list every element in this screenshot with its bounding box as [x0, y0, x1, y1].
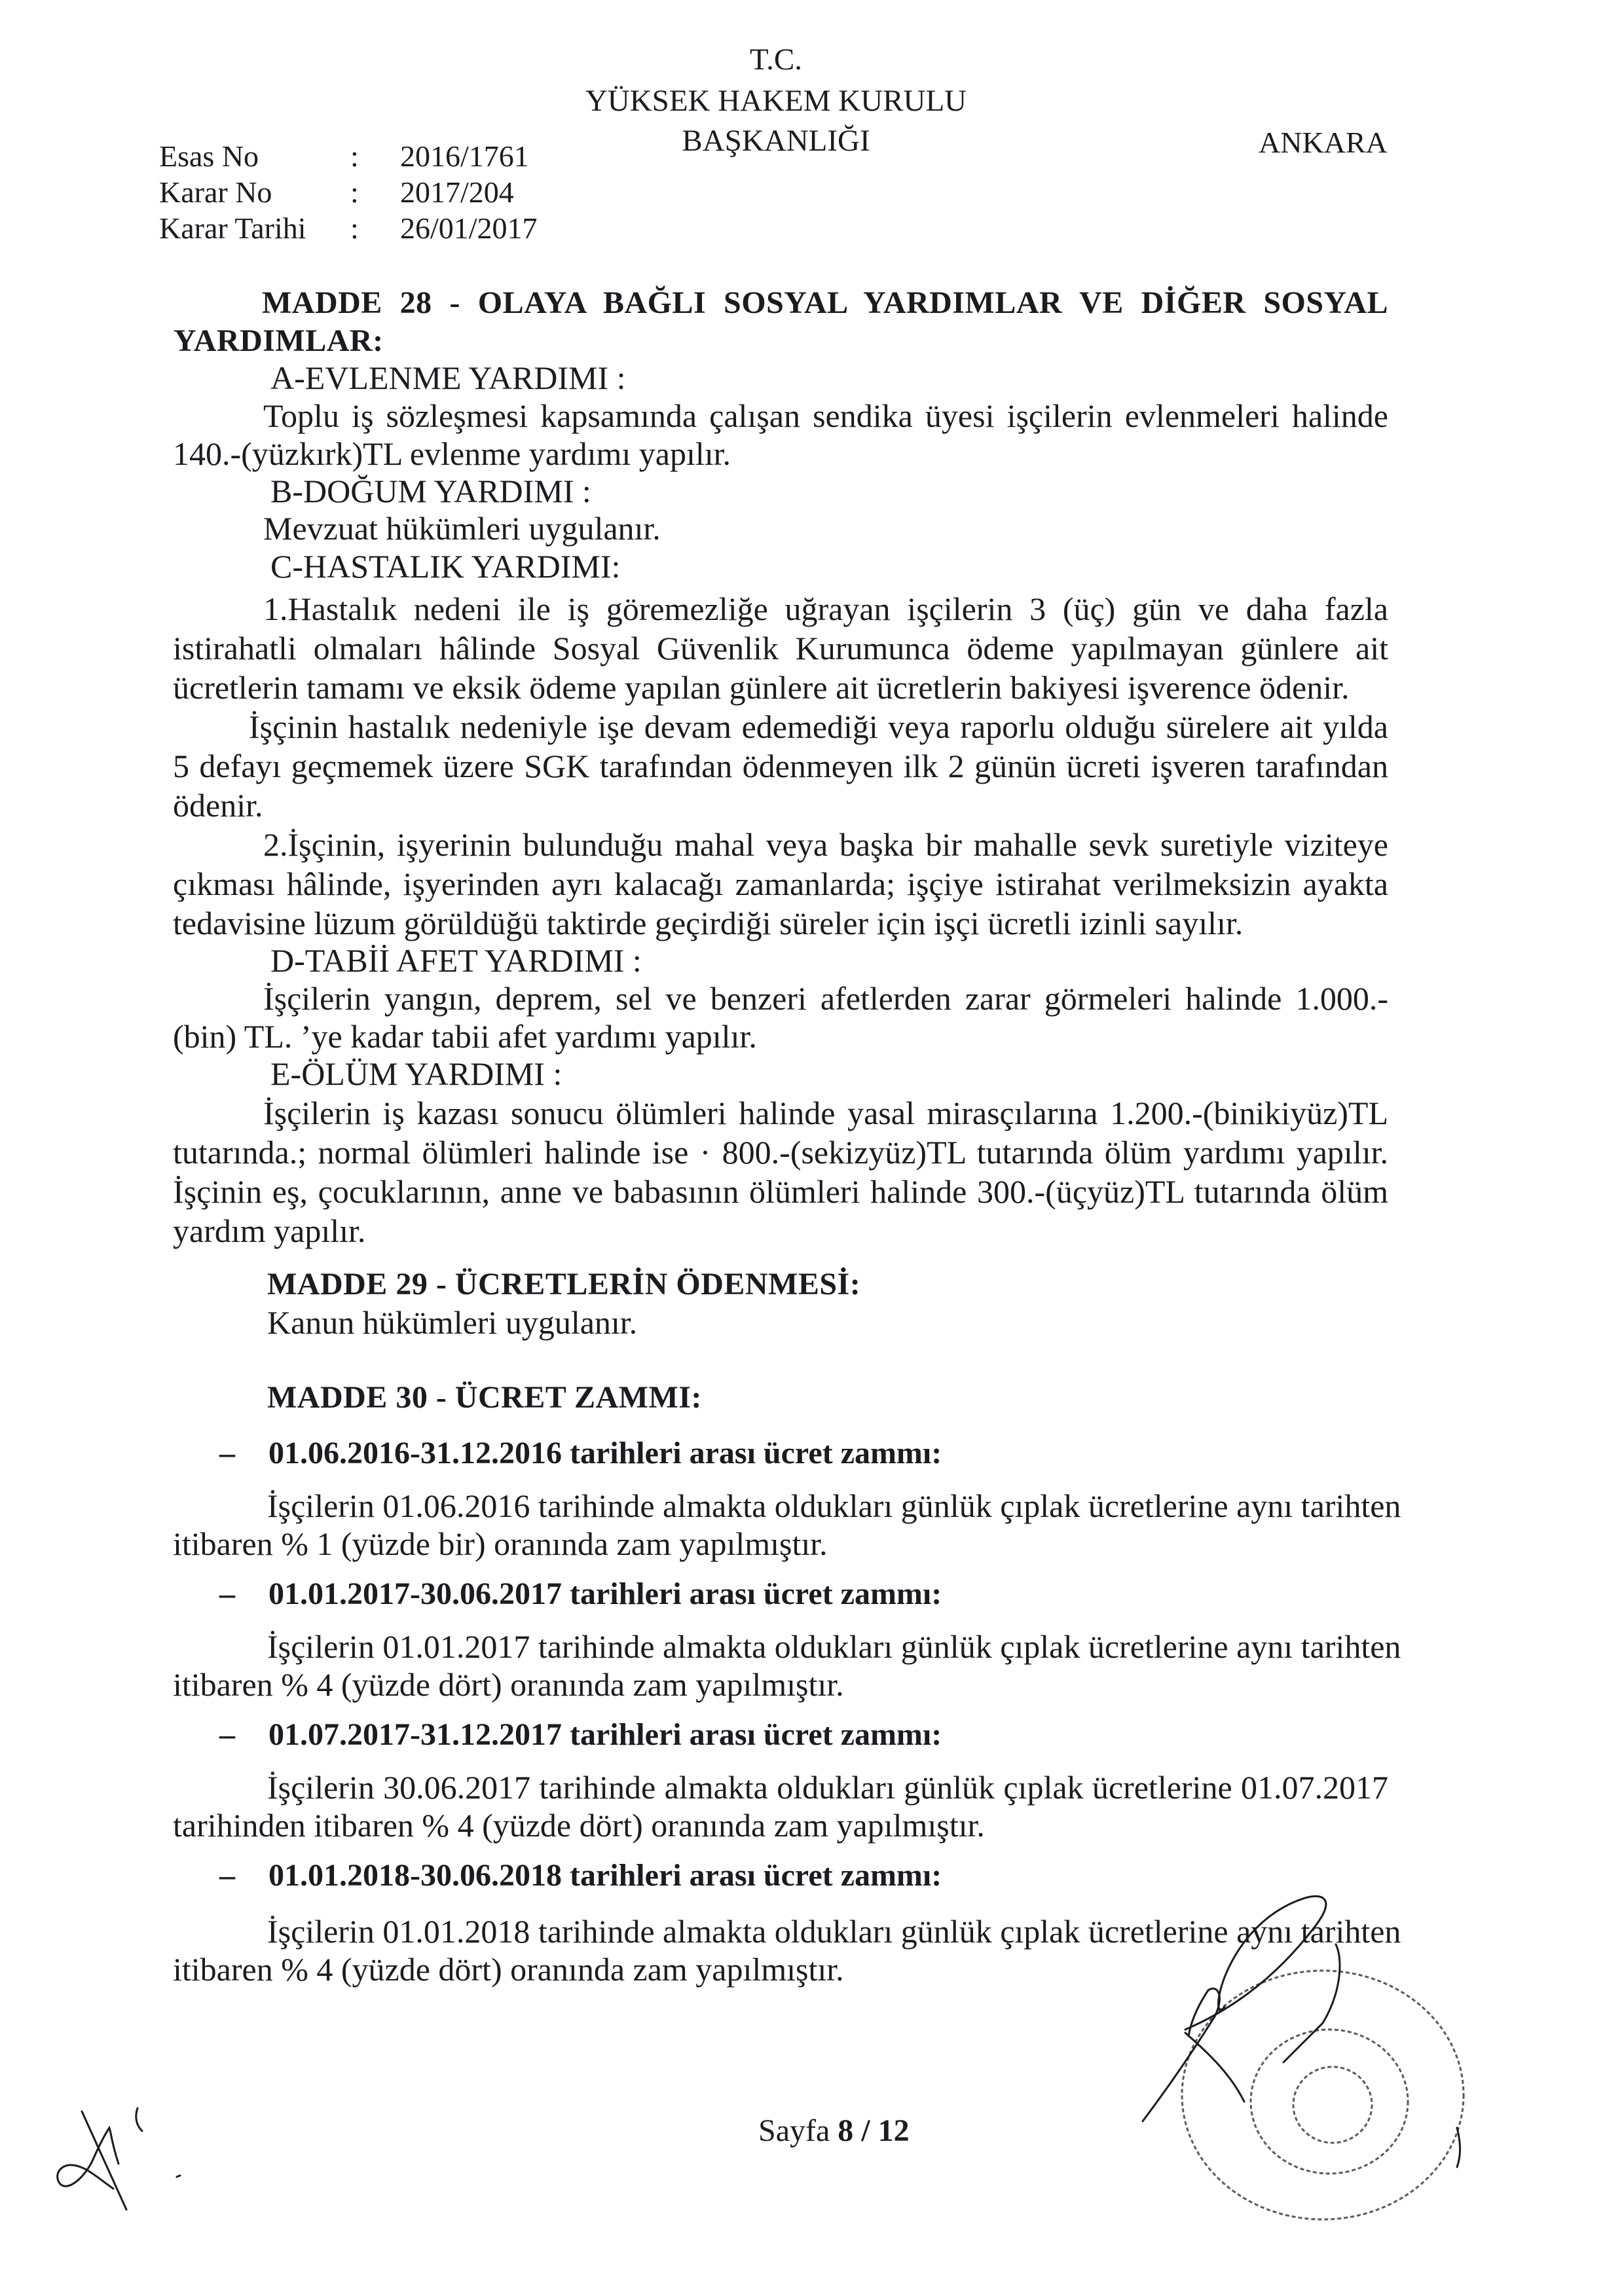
karar-tarihi-sep: : — [350, 211, 359, 245]
section-b-line: Mevzuat hükümleri uygulanır. — [263, 510, 661, 547]
karar-tarihi-label: Karar Tarihi — [159, 211, 306, 245]
raise-text: İşçilerin 01.06.2016 tarihinde almakta oldukları günlük çıplak ücretlerine aynı tarihten — [267, 1487, 1401, 1524]
raise-text: tarihinden itibaren % 4 (yüzde dört) oranında zam yapılmıştır. — [173, 1807, 985, 1844]
section-d-title: D-TABİİ AFET YARDIMI : — [270, 942, 642, 979]
signature-stamp-icon — [1126, 1886, 1467, 2252]
page-prefix: Sayfa — [758, 2113, 838, 2148]
karar-tarihi-value: 26/01/2017 — [400, 211, 538, 245]
madde28-title-line1: MADDE 28 - OLAYA BAĞLI SOSYAL YARDIMLAR VE DİĞER SOSYAL — [262, 285, 1388, 320]
page-total: 12 — [877, 2113, 910, 2148]
raise-heading: 01.01.2017-30.06.2017 tarihleri arası ücret zammı: — [268, 1576, 942, 1611]
initials-signature-icon — [56, 2105, 147, 2219]
section-c-line: çıkması hâlinde, işyerinden ayrı kalacağı zamanlarda; işçiye istirahat verilmeksizin ayakta — [173, 866, 1388, 902]
raise-text: İşçilerin 01.01.2018 tarihinde almakta oldukları günlük çıplak ücretlerine aynı tarihten — [267, 1913, 1401, 1950]
header-tc: T.C. — [749, 43, 803, 77]
header-institution: YÜKSEK HAKEM KURULU — [585, 84, 967, 118]
madde28-title-line2: YARDIMLAR: — [174, 323, 384, 358]
raise-text: itibaren % 1 (yüzde bir) oranında zam yapılmıştır. — [173, 1525, 828, 1562]
madde30-title: MADDE 30 - ÜCRET ZAMMI: — [267, 1380, 702, 1415]
raise-text: itibaren % 4 (yüzde dört) oranında zam yapılmıştır. — [173, 1951, 844, 1988]
esas-no-value: 2016/1761 — [400, 139, 529, 173]
raise-heading: 01.07.2017-31.12.2017 tarihleri arası ücret zammı: — [268, 1717, 942, 1752]
section-c-line: ücretlerin tamamı ve eksik ödeme yapılan günlere ait ücretlerin bakiyesi işverence ödenir. — [173, 669, 1350, 706]
raise-text: İşçilerin 01.01.2017 tarihinde almakta oldukları günlük çıplak ücretlerine aynı tarihten — [267, 1628, 1401, 1665]
page-separator: / — [853, 2113, 878, 2148]
page-number — [758, 2115, 910, 2147]
header-presidency: BAŞKANLIĞI — [682, 124, 870, 158]
section-c-line: tedavisine lüzum görüldüğü taktirde geçirdiği süreler için işçi ücretli izinli sayılır. — [173, 905, 1244, 941]
section-c-line: 2.İşçinin, işyerinin bulunduğu mahal veya başka bir mahalle sevk suretiyle viziteye — [263, 826, 1388, 863]
bullet-dash: – — [219, 1436, 235, 1470]
page-current: 8 — [838, 2113, 854, 2148]
raise-text: itibaren % 4 (yüzde dört) oranında zam yapılmıştır. — [173, 1666, 844, 1703]
section-e-line: İşçinin eş, çocuklarının, anne ve babasının ölümleri halinde 300.-(üçyüz)TL tutarında ölüm — [173, 1173, 1388, 1210]
bullet-dash: – — [219, 1858, 235, 1893]
bullet-dash: – — [219, 1576, 235, 1611]
section-a-line: 140.-(yüzkırk)TL evlenme yardımı yapılır. — [173, 435, 731, 472]
section-c-line: 5 defayı geçmemek üzere SGK tarafından ödenmeyen ilk 2 günün ücreti işveren tarafından — [173, 748, 1388, 784]
madde29-title: MADDE 29 - ÜCRETLERİN ÖDENMESİ: — [267, 1267, 861, 1302]
raise-text: İşçilerin 30.06.2017 tarihinde almakta oldukları günlük çıplak ücretlerine 01.07.2017 — [267, 1769, 1388, 1806]
section-c-line: İşçinin hastalık nedeniyle işe devam edemediği veya raporlu olduğu sürelere ait yılda — [249, 708, 1388, 745]
karar-no-value: 2017/204 — [400, 175, 514, 209]
karar-no-label: Karar No — [159, 175, 272, 209]
esas-no-label: Esas No — [159, 139, 259, 173]
section-e-line: İşçilerin iş kazası sonucu ölümleri halinde yasal mirasçılarına 1.200.-(binikiyüz)TL — [263, 1095, 1388, 1131]
bullet-dash: – — [219, 1717, 235, 1752]
section-c-line: ödenir. — [173, 787, 263, 824]
karar-no-sep: : — [350, 175, 359, 209]
esas-no-sep: : — [350, 139, 359, 173]
raise-heading: 01.06.2016-31.12.2016 tarihleri arası ücret zammı: — [268, 1436, 942, 1470]
section-d-line: İşçilerin yangın, deprem, sel ve benzeri afetlerden zarar görmeleri halinde 1.000.- — [263, 980, 1388, 1017]
section-c-title: C-HASTALIK YARDIMI: — [270, 548, 621, 585]
section-e-line: tutarında.; normal ölümleri halinde ise · 800.-(sekizyüz)TL tutarında ölüm yardımı yapılır. — [173, 1134, 1388, 1171]
section-b-title: B-DOĞUM YARDIMI : — [270, 473, 591, 509]
section-c-line: istirahatli olmaları hâlinde Sosyal Güvenlik Kurumunca ödeme yapılmayan günlere ait — [173, 630, 1388, 666]
madde29-text: Kanun hükümleri uygulanır. — [267, 1304, 638, 1341]
section-e-title: E-ÖLÜM YARDIMI : — [270, 1055, 563, 1092]
section-c-line: 1.Hastalık nedeni ile iş göremezliğe uğrayan işçilerin 3 (üç) gün ve daha fazla — [263, 591, 1388, 627]
section-e-line: yardım yapılır. — [173, 1212, 366, 1249]
header-city: ANKARA — [1259, 126, 1388, 159]
section-d-line: (bin) TL. ’ye kadar tabii afet yardımı yapılır. — [173, 1018, 757, 1055]
section-a-title: A-EVLENME YARDIMI : — [270, 359, 626, 396]
section-a-line: Toplu iş sözleşmesi kapsamında çalışan sendika üyesi işçilerin evlenmeleri halinde — [263, 397, 1388, 434]
raise-heading: 01.01.2018-30.06.2018 tarihleri arası ücret zammı: — [268, 1858, 942, 1893]
